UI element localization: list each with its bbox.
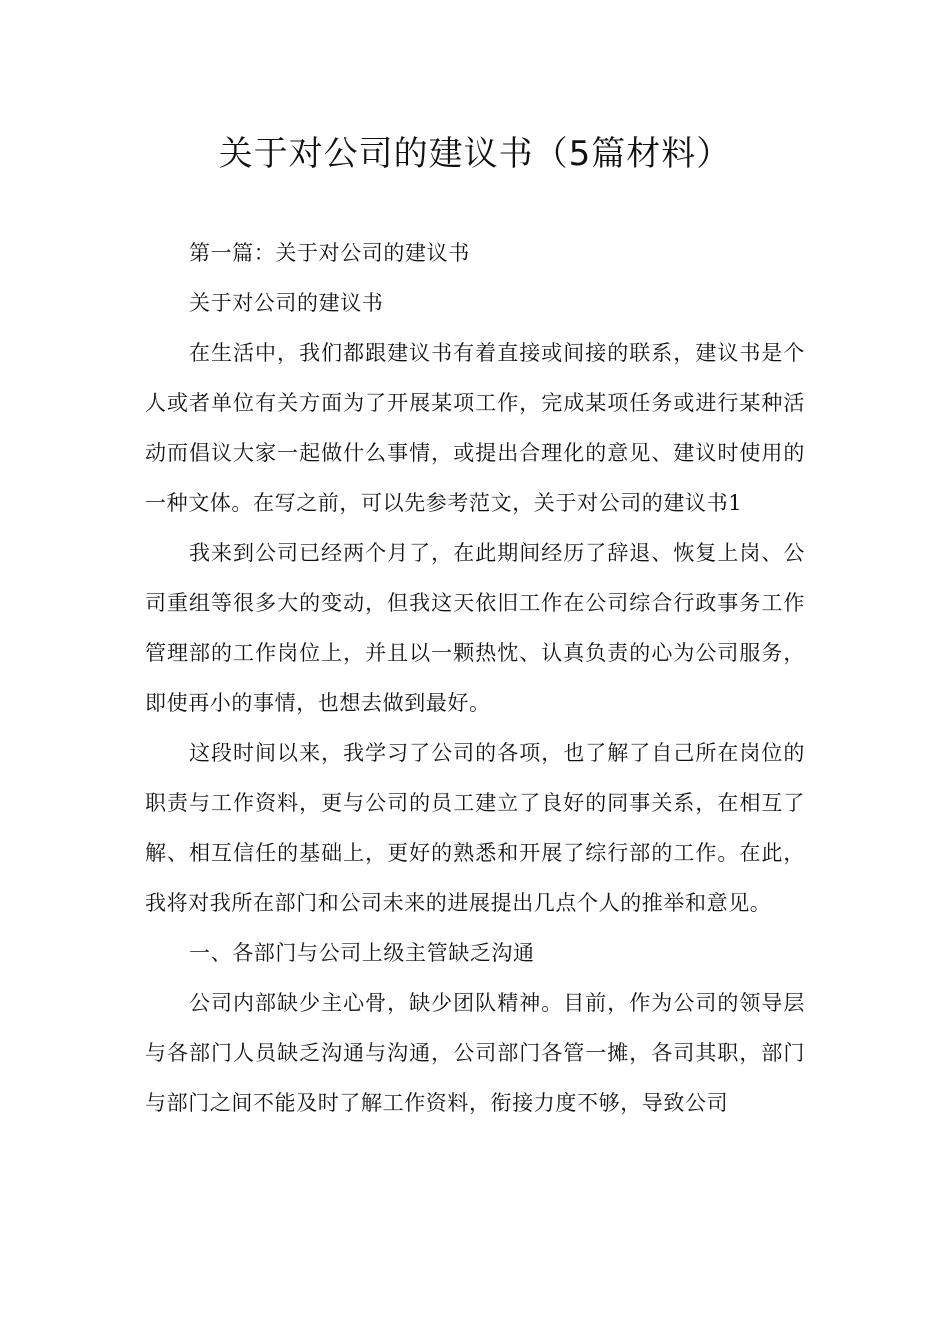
paragraph: 在生活中，我们都跟建议书有着直接或间接的联系，建议书是个人或者单位有关方面为了开展某项工作，完成某项任务或进行某种活动而倡议大家一起做什么事情，或提出合理化的意见、建议时使用的一种文体。在写之前，可以先参考范文，关于对公司的建议书1: [145, 341, 805, 515]
paragraph: 公司内部缺少主心骨，缺少团队精神。目前，作为公司的领导层与各部门人员缺乏沟通与沟通，公司部门各管一摊，各司其职，部门与部门之间不能及时了解工作资料，衔接力度不够，导致公司: [145, 991, 805, 1115]
paragraph: 我来到公司已经两个月了，在此期间经历了辞退、恢复上岗、公司重组等很多大的变动，但我这天依旧工作在公司综合行政事务工作管理部的工作岗位上，并且以一颗热忱、认真负责的心为公司服务，即使再小的事情，也想去做到最好。: [145, 541, 805, 715]
paragraph: 这段时间以来，我学习了公司的各项，也了解了自己所在岗位的职责与工作资料，更与公司的员工建立了良好的同事关系，在相互了解、相互信任的基础上，更好的熟悉和开展了综行部的工作。在此，我将对我所在部门和公司未来的进展提出几点个人的推举和意见。: [145, 741, 805, 915]
subsection-heading: 关于对公司的建议书: [189, 291, 384, 315]
document-body: [145, 228, 805, 1128]
section-heading: 第一篇：关于对公司的建议书: [189, 241, 470, 265]
point-heading: 一、各部门与公司上级主管缺乏沟通: [189, 941, 535, 965]
document-title: 关于对公司的建议书（5篇材料）: [218, 134, 732, 174]
